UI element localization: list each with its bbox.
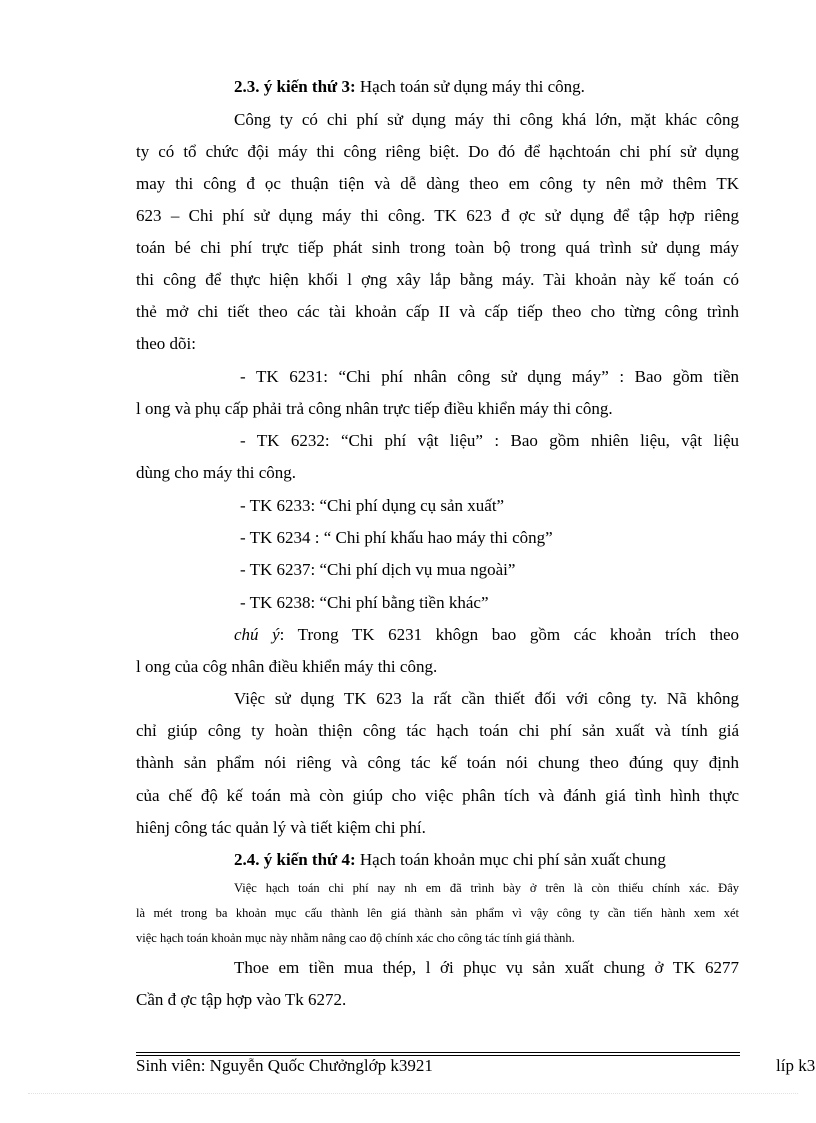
text-line: thi công để thực hiện khối l ợng xây lắp bằng máy. Tài khoản này kế toán có — [136, 270, 739, 289]
text-line: Việc sử dụng TK 623 la rất cần thiết đối với công ty. Nã không — [234, 689, 739, 708]
text-line: dùng cho máy thi công. — [136, 463, 297, 482]
note-label: chú ý — [234, 625, 280, 644]
text-line: - TK 6232: “Chi phí vật liệu” : Bao gồm nhiên liệu, vật liệu — [240, 431, 739, 450]
text-line: việc hạch toán khoản mục này nhằm nâng cao độ chính xác cho công tác tính giá thành. — [136, 931, 575, 945]
text-line: Việc hạch toán chi phí nay nh em đã trình bày ở trên là còn thiếu chính xác. Đây — [234, 881, 739, 895]
footer-student: Sinh viên: Nguyễn Quốc Chưởnglớp k3921 — [136, 1056, 433, 1075]
page-bottom-dotted-rule — [28, 1093, 798, 1094]
text-line: - TK 6234 : “ Chi phí khấu hao máy thi công” — [240, 528, 553, 547]
text-line: của chế độ kế toán mà còn giúp cho việc phân tích và đánh giá tình hình thực — [136, 786, 739, 805]
text-line: theo dõi: — [136, 334, 196, 353]
text-line: Công ty có chi phí sử dụng máy thi công khá lớn, mặt khác công — [234, 110, 739, 129]
section-heading: 2.3. ý kiến thứ 3: — [234, 77, 356, 96]
text-line: l ong và phụ cấp phải trả công nhân trực tiếp điều khiển máy thi công. — [136, 399, 613, 418]
footer-rule-thick — [136, 1052, 740, 1053]
text-line: - TK 6238: “Chi phí bằng tiền khác” — [240, 593, 489, 612]
section-heading: 2.4. ý kiến thứ 4: — [234, 850, 356, 869]
text-line: chú ý: Trong TK 6231 khôgn bao gồm các khoản trích theo — [234, 625, 739, 644]
text-line: ty có tổ chức đội máy thi công riêng biệt. Do đó để hạchtoán chi phí sử dụng — [136, 142, 739, 161]
text-line: thẻ mở chi tiết theo các tài khoản cấp II và cấp tiếp theo cho từng công trình — [136, 302, 739, 321]
text-line: - TK 6237: “Chi phí dịch vụ mua ngoài” — [240, 560, 516, 579]
text-line: - TK 6233: “Chi phí dụng cụ sản xuất” — [240, 496, 505, 515]
text-line: 623 – Chi phí sử dụng máy thi công. TK 623 đ ợc sử dụng để tập hợp riêng — [136, 206, 739, 225]
text-line: Thoe em tiền mua thép, l ới phục vụ sản xuất chung ở TK 6277 — [234, 958, 739, 977]
text-line: hiênj công tác quản lý và tiết kiệm chi phí. — [136, 818, 426, 837]
text-line: 2.4. ý kiến thứ 4: Hạch toán khoản mục chi phí sản xuất chung — [234, 850, 666, 869]
text-line: l ong của côg nhân điều khiển máy thi công. — [136, 657, 438, 676]
text-line: thành sản phẩm nói riêng và công tác kế toán nói chung theo đúng quy định — [136, 753, 739, 772]
text-line: là mét trong ba khoản mục cấu thành lên giá thành sản phẩm vì vậy công ty cần tiến hành xem xét — [136, 906, 739, 920]
text-line: may thi công đ ọc thuận tiện và dễ dàng theo em công ty nên mở thêm TK — [136, 174, 739, 193]
text-line: 2.3. ý kiến thứ 3: Hạch toán sử dụng máy thi công. — [234, 77, 585, 96]
text-line: - TK 6231: “Chi phí nhân công sử dụng máy” : Bao gồm tiền — [240, 367, 739, 386]
footer-class: líp k3 — [776, 1056, 816, 1075]
text-line: Cần đ ợc tập hợp vào Tk 6272. — [136, 990, 347, 1009]
text-line: toán bé chi phí trực tiếp phát sinh trong toàn bộ trong quá trình sử dụng máy — [136, 238, 739, 257]
text-line: chỉ giúp công ty hoàn thiện công tác hạch toán chi phí sản xuất và tính giá — [136, 721, 739, 740]
